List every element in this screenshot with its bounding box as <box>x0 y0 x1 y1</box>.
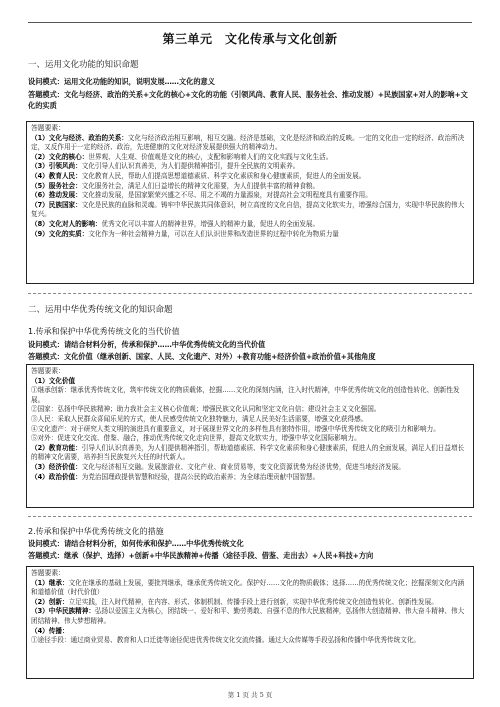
answer-item: ⑤对外：促进文化交流、借鉴、融合，推动优秀传统文化走向世界，提高文化软实力，增强中华文化国际影响力。 <box>31 434 361 443</box>
section-divider <box>28 293 472 294</box>
answer-item: （8）文化对人的影响：优秀文化可以丰富人的精神世界，增强人的精神力量，促进人的全面发展。 <box>31 219 320 228</box>
answer-item: （3）引领风尚：文化引导人们认识真善美，为人们提供精神指引，提升全民族的文明素养。 <box>31 162 300 171</box>
subsection-2-template: 答题模式：继承（保护、选择）+创新+中华民族精神+传播（途径手段、借鉴、走出去）+人民+科技+方向 <box>28 551 374 560</box>
subsection-1-template: 答题模式：文化价值（继承创新、国家、人民、文化遗产、对外）+教育功能+经济价值+政治价值+其他角度 <box>28 352 376 361</box>
answer-item: ①继承创新：继承优秀传统文化，筑牢传统文化的物质载体，挖掘……文化的深刻内涵，注入时代精神，中华优秀传统文化的创造性转化、创新性发展。 <box>31 386 460 404</box>
subsection-1-answer-box <box>26 364 474 508</box>
section-divider <box>28 516 472 517</box>
answer-item: （4）教育人民：文化教育人民，帮助人们提高思想道德素质、科学文化素质和身心健康素质，促进人的全面发展。 <box>31 171 366 180</box>
page-title: 第三单元 文化传承与文化创新 <box>162 32 338 46</box>
answer-item: （1）文化价值 <box>31 376 76 385</box>
subsection-1-question: 设问模式：请结合材料分析，传承和保护……中华优秀传统文化的当代价值 <box>28 340 266 349</box>
answer-item: （9）文化的实质：文化作为一种社会精神力量，可以在人们认识世界和改造世界的过程中转化为物质力量 <box>31 229 339 238</box>
section-1-question: 设问模式：运用文化功能的知识，说明发展……文化的意义 <box>28 77 215 86</box>
answer-item: （2）教育功能：引导人们认识真善美，为人们提供精神指引，帮助道德素质、科学文化素质和身心健康素质，促进人的全面发展，满足人们日益增长的精神文化需要，培养担当民族复兴大任的时代新人。 <box>31 443 465 462</box>
page-footer: 第 1 页 共 5 页 <box>227 691 273 699</box>
section-1-template: 答题模式：文化与经济、政治的关系+文化的核心+文化的功能（引领风尚、教育人民、服务社会、推动发展）+民族国家+对人的影响+文化的实质 <box>28 90 468 110</box>
answer-item: （5）服务社会：文化服务社会，满足人们日益增长的精神文化需要，为人们提供丰富的精神食粮。 <box>31 181 320 190</box>
subsection-1-heading: 1.传承和保护中华优秀传统文化的当代价值 <box>28 327 180 336</box>
answer-label: 答题要素： <box>31 569 65 577</box>
answer-item: ④文化遗产：对于研究人类文明的演进具有重要意义，对于展现世界文化的多样性具有独特作用，增强中华优秀传统文化的吸引力和影响力。 <box>31 424 440 433</box>
answer-item: （3）经济价值：文化与经济相互交融。发展旅游业、文化产业、商业贸易等，变文化资源优势为经济优势，促进当地经济发展。 <box>31 462 405 471</box>
answer-item: ③人民：采取人民群众喜闻乐见的方式，使人民感受传统文化独特魅力，满足人民美好生活需要，增强文化获得感。 <box>31 414 368 423</box>
answer-item: （4）传播： <box>31 626 69 635</box>
subsection-2-question: 设问模式：请结合材料分析，如何传承和保护……中华优秀传统文化 <box>28 539 244 548</box>
top-rule <box>28 22 472 23</box>
answer-item: （1）继承：文化在继承的基础上发展，要批判继承，继承优秀传统文化。保护好……文化的物质载体；选择……的优秀传统文化；挖掘深刻文化内涵和道德价值（时代价值） <box>31 578 465 597</box>
answer-item: ②国家：弘扬中华民族精神；助力我社会主义核心价值观；增强民族文化认同和坚定文化自信；建设社会主义文化强国。 <box>31 405 381 414</box>
subsection-2-answer-box <box>26 566 474 679</box>
answer-item: （3）中华民族精神：弘扬以爱国主义为核心，团结统一、爱好和平、勤劳勇敢、自强不息的伟大民族精神，弘扬伟大创造精神、伟大奋斗精神、伟大团结精神、伟大梦想精神。 <box>31 607 465 625</box>
answer-label: 答题要素： <box>31 367 65 375</box>
answer-item: （7）民族国家：文化是民族的血脉和灵魂。铸牢中华民族共同体意识，树立高度的文化自信，提高文化软实力，增强综合国力，实现中华民族的伟大复兴。 <box>31 200 465 219</box>
answer-item: （6）推动发展：文化推动发展，是国家繁荣兴盛之不尽、用之不竭的力量源泉，对提高社会文明程度具有重要作用。 <box>31 191 372 200</box>
answer-item: （1）文化与经济、政治的关系：文化与经济政治相互影响，相互交融。经济是基础，文化是经济和政治的反映。一定的文化由一定的经济、政治所决定，又反作用于一定的经济、政治，先进健康的文化对经济发展提供强大的精神动力。 <box>31 133 465 152</box>
section-1-heading: 一、运用文化功能的知识命题 <box>28 60 139 70</box>
answer-item: ①途径手段：通过商业贸易、教育和人口迁徙等途径促进优秀传统文化交流传播。通过大众传媒等手段弘扬和传播中华优秀传统文化。 <box>31 636 421 645</box>
subsection-2-heading: 2.传承和保护中华优秀传统文化的措施 <box>28 527 164 536</box>
section-2-heading: 二、运用中华优秀传统文化的知识命题 <box>28 305 173 315</box>
answer-item: （2）文化的核心：世界观、人生观、价值观是文化的核心，支配和影响着人们的文化实践与文化生活。 <box>31 152 333 161</box>
section-1-answer-box <box>26 121 474 284</box>
answer-label: 答题要素： <box>31 124 65 132</box>
answer-item: （4）政治价值：为党治国理政提供智慧和经验，提高公民的政治素养；为全球治理贡献中国智慧。 <box>31 472 320 481</box>
answer-item: （2）创新：立足实践，注入时代精神，在内容、形式、体制机制、传播手段上进行创新，实现中华优秀传统文化创造性转化、创新性发展。 <box>31 597 438 606</box>
